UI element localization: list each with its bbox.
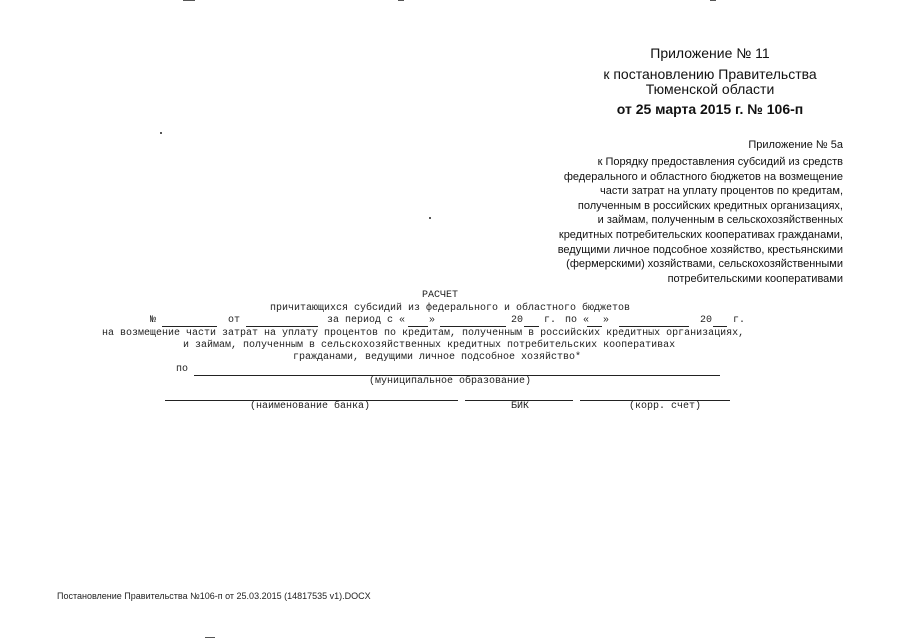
sub-appendix-line: (фермерскими) хозяйствами, сельскохозяйственными	[566, 258, 843, 271]
sub-appendix-line: кредитных потребительских кооперативах гражданами,	[558, 228, 843, 241]
appendix-region-line: Тюменской области	[645, 81, 775, 97]
period-from-label: за период с «	[327, 315, 406, 326]
year-suffix: г.	[544, 315, 557, 326]
period-from-day-field[interactable]	[408, 326, 428, 327]
calc-title: РАСЧЕТ	[421, 290, 458, 301]
scan-speck	[183, 0, 195, 1]
purpose-line: гражданами, ведущими личное подсобное хозяйство*	[293, 352, 582, 363]
quote-close: »	[603, 315, 610, 326]
from-label: от	[228, 315, 241, 326]
document-footer: Постановление Правительства №106-п от 25.03.2015 (14817535 v1).DOCX	[57, 591, 371, 601]
quote-close: »	[429, 315, 436, 326]
period-to-year-field[interactable]	[713, 326, 727, 327]
account-caption: (корр. счет)	[628, 401, 701, 412]
number-sign: №	[150, 315, 157, 326]
sub-appendix-line: части затрат на уплату процентов по кредитам,	[600, 185, 843, 198]
scan-speck	[710, 0, 716, 1]
bik-caption: БИК	[510, 401, 529, 412]
period-from-year-field[interactable]	[524, 326, 539, 327]
appendix-decree-line: к постановлению Правительства	[603, 66, 817, 82]
period-to-day-field[interactable]	[587, 326, 602, 327]
scan-speck	[160, 132, 162, 134]
year-suffix: г.	[733, 315, 746, 326]
calc-subtitle: причитающихся субсидий из федерального и областного бюджетов	[269, 303, 631, 314]
scan-speck	[429, 217, 431, 219]
period-to-month-field[interactable]	[619, 326, 689, 327]
date-field[interactable]	[246, 326, 318, 327]
bank-caption: (наименование банка)	[249, 401, 371, 412]
period-to-label: по «	[565, 315, 590, 326]
period-from-month-field[interactable]	[440, 326, 506, 327]
scan-speck	[398, 0, 404, 1]
sub-appendix-line: полученным в российских кредитных организациях,	[577, 199, 843, 212]
appendix-title: Приложение № 11	[650, 45, 770, 61]
purpose-line: на возмещение части затрат на уплату процентов по кредитам, полученным в российских кредитных организациях,	[102, 328, 745, 339]
scan-speck	[205, 637, 215, 638]
sub-appendix-text	[480, 155, 843, 286]
sub-appendix-line: федерального и областного бюджетов на возмещение	[563, 170, 843, 183]
purpose-line: и займам, полученным в сельскохозяйственных кредитных потребительских кооперативах	[183, 340, 676, 351]
sub-appendix-line: потребительскими кооперативами	[667, 272, 843, 285]
year-prefix: 20	[700, 315, 713, 326]
sub-appendix-line: к Порядку предоставления субсидий из средств	[597, 156, 843, 168]
sub-appendix-title: Приложение № 5а	[748, 139, 843, 151]
appendix-date-line: от 25 марта 2015 г. № 106-п	[616, 101, 804, 117]
sub-appendix-line: ведущими личное подсобное хозяйство, крестьянскими	[557, 243, 843, 256]
year-prefix: 20	[511, 315, 524, 326]
sub-appendix-line: и займам, полученным в сельскохозяйственных	[597, 214, 843, 227]
number-field[interactable]	[162, 326, 217, 327]
municipal-caption: (муниципальное образование)	[368, 376, 532, 387]
po-label: по	[176, 364, 189, 375]
